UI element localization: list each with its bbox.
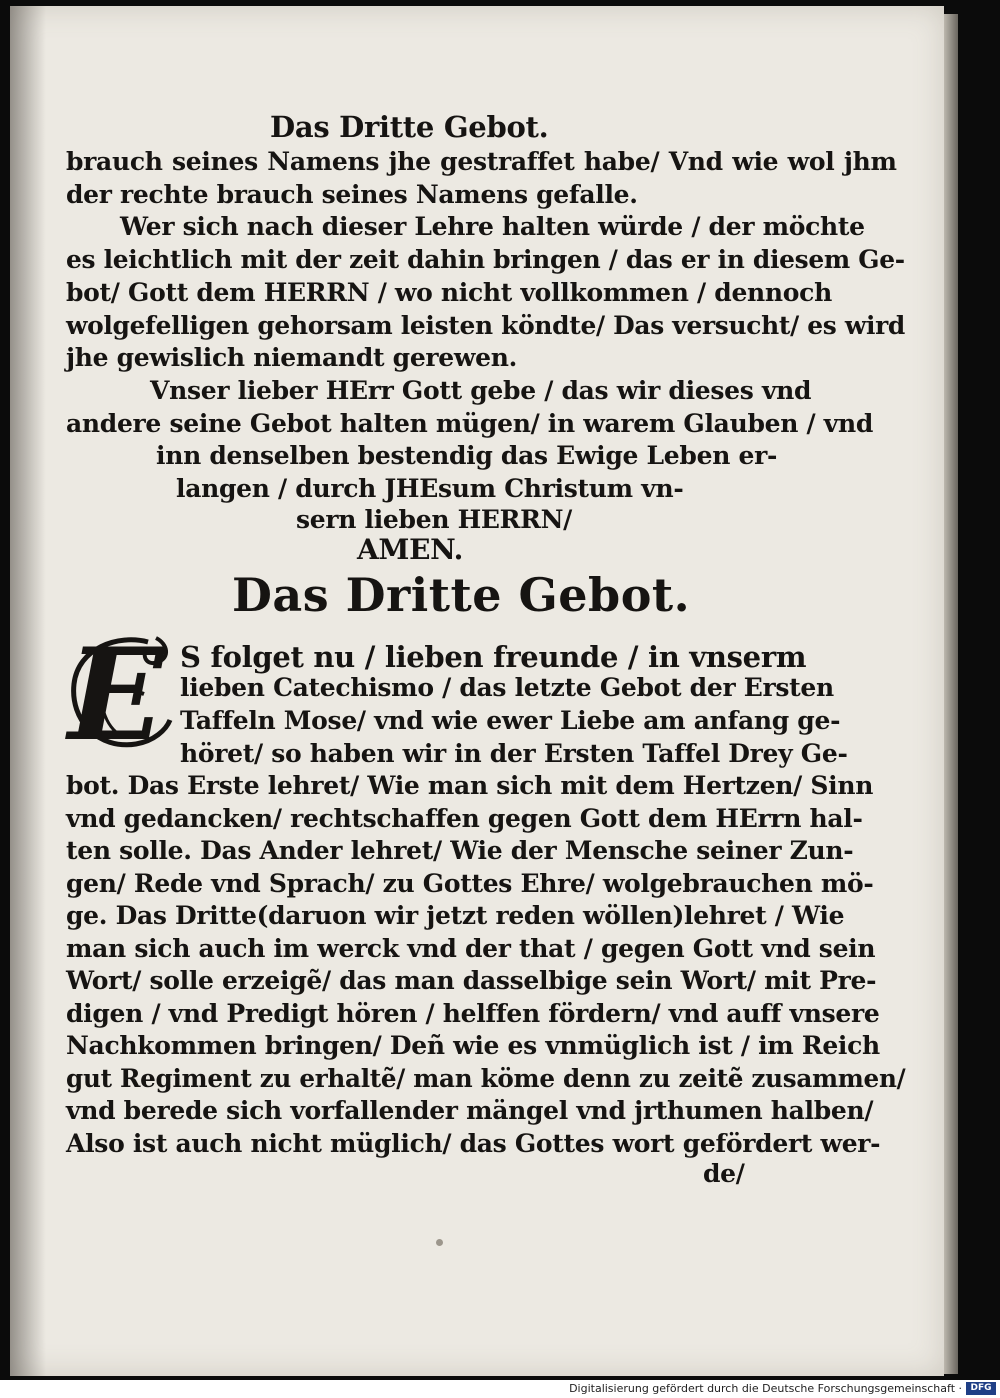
prayer-line: langen / durch JHEsum Christum vn- bbox=[176, 474, 684, 503]
prayer-line: inn denselben bestendig das Ewige Leben er- bbox=[156, 441, 778, 470]
footer-bar bbox=[0, 1380, 1000, 1398]
body-line: höret/ so haben wir in der Ersten Taffel Drey Ge- bbox=[180, 739, 848, 768]
text-line: Wer sich nach dieser Lehre halten würde / der möchte bbox=[120, 212, 865, 241]
prayer-line: Vnser lieber HErr Gott gebe / das wir dieses vnd bbox=[150, 376, 812, 405]
digitization-credit: Digitalisierung gefördert durch die Deutsche Forschungsgemeinschaft · bbox=[569, 1382, 962, 1395]
body-line: man sich auch im werck vnd der that / gegen Gott vnd sein bbox=[66, 934, 876, 963]
drop-cap: E bbox=[67, 621, 165, 769]
paper-spot bbox=[436, 1239, 443, 1246]
body-line: ten solle. Das Ander lehret/ Wie der Mensche seiner Zun- bbox=[66, 836, 854, 865]
prayer-line: andere seine Gebot halten mügen/ in warem Glauben / vnd bbox=[66, 409, 874, 438]
dfg-logo: DFG bbox=[966, 1382, 996, 1395]
body-line: vnd berede sich vorfallender mängel vnd jrthumen halben/ bbox=[66, 1096, 874, 1125]
text-line: bot/ Gott dem HERRN / wo nicht vollkommen / dennoch bbox=[66, 278, 832, 307]
body-line: S folget nu / lieben freunde / in vnserm bbox=[180, 640, 807, 674]
body-line: bot. Das Erste lehret/ Wie man sich mit dem Hertzen/ Sinn bbox=[66, 771, 874, 800]
amen: AMEN. bbox=[357, 533, 464, 566]
text-line: der rechte brauch seines Namens gefalle. bbox=[66, 180, 638, 209]
body-line: gut Regiment zu erhaltẽ/ man köme denn zu zeitẽ zusammen/ bbox=[66, 1064, 906, 1093]
body-line: gen/ Rede vnd Sprach/ zu Gottes Ehre/ wolgebrauchen mö- bbox=[66, 869, 874, 898]
body-line: digen / vnd Predigt hören / helffen fördern/ vnd auff vnsere bbox=[66, 999, 880, 1028]
prayer-line: sern lieben HERRN/ bbox=[296, 505, 573, 534]
body-line: ge. Das Dritte(daruon wir jetzt reden wöllen)lehret / Wie bbox=[66, 901, 845, 930]
body-line: Nachkommen bringen/ Deñ wie es vnmüglich ist / im Reich bbox=[66, 1031, 880, 1060]
page-edge bbox=[944, 14, 958, 1374]
section-heading: Das Dritte Gebot. bbox=[232, 568, 691, 622]
text-line: brauch seines Namens jhe gestraffet habe/ Vnd wie wol jhm bbox=[66, 147, 897, 176]
body-line: lieben Catechismo / das letzte Gebot der Ersten bbox=[180, 673, 834, 702]
text-line: wolgefelligen gehorsam leisten köndte/ Das versucht/ es wird bbox=[66, 311, 906, 340]
text-line: es leichtlich mit der zeit dahin bringen / das er in diesem Ge- bbox=[66, 245, 905, 274]
body-line: vnd gedancken/ rechtschaffen gegen Gott dem HErrn hal- bbox=[66, 804, 863, 833]
body-line: Wort/ solle erzeigẽ/ das man dasselbige sein Wort/ mit Pre- bbox=[66, 966, 877, 995]
catchword: de/ bbox=[703, 1159, 745, 1188]
running-head: Das Dritte Gebot. bbox=[270, 110, 549, 144]
text-line: jhe gewislich niemandt gerewen. bbox=[66, 343, 518, 372]
body-line: Also ist auch nicht müglich/ das Gottes wort gefördert wer- bbox=[66, 1129, 881, 1158]
body-line: Taffeln Mose/ vnd wie ewer Liebe am anfang ge- bbox=[180, 706, 841, 735]
